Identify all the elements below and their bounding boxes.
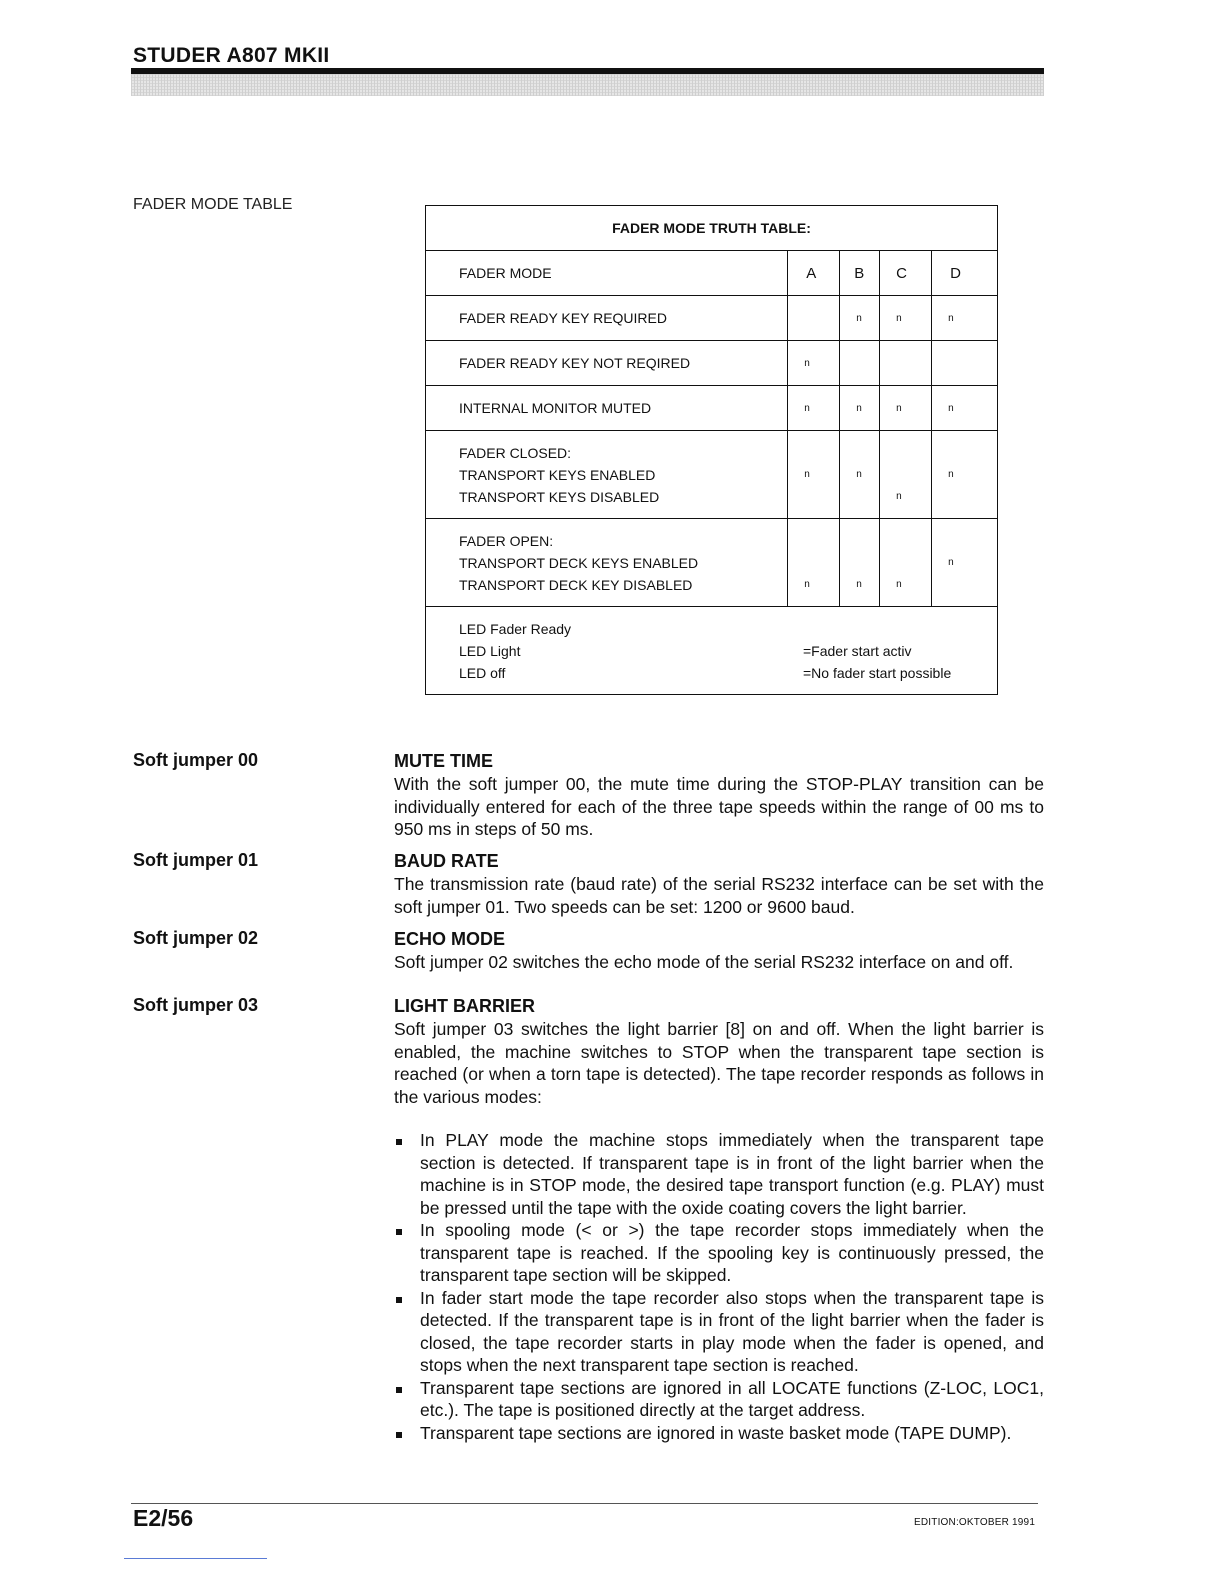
led-light-description: =Fader start activ xyxy=(803,642,912,659)
cell-group xyxy=(788,519,840,607)
mute-time-text: With the soft jumper 00, the mute time during the STOP-PLAY transition can be individually entered for each of the three tape speeds within the range of 00 ms to 950 ms in steps of 50 ms. xyxy=(394,774,1044,839)
led-off-label: LED off xyxy=(459,664,506,681)
truth-table-title: FADER MODE TRUTH TABLE: xyxy=(426,206,998,251)
closed-keys-disabled-label: TRANSPORT KEYS DISABLED xyxy=(459,488,660,505)
echo-mode-section xyxy=(394,927,1044,974)
baud-rate-heading: BAUD RATE xyxy=(394,851,499,871)
closed-keys-enabled-label: TRANSPORT KEYS ENABLED xyxy=(459,466,656,483)
list-item: In fader start mode the tape recorder also stops when the transparent tape is detected. If the transparent tape is in front of the light barrier when the fader is closed, the tape recorder starts in play mode when the fader is opened, and stops when the next transparent tape section is reached. xyxy=(394,1287,1044,1377)
cell-group xyxy=(880,431,932,519)
cell-group xyxy=(932,431,998,519)
list-item: Transparent tape sections are ignored in waste basket mode (TAPE DUMP). xyxy=(394,1422,1044,1445)
light-barrier-heading: LIGHT BARRIER xyxy=(394,996,535,1016)
cell-mark: n xyxy=(880,386,932,431)
fader-mode-table-label: FADER MODE TABLE xyxy=(133,196,293,213)
cell-group xyxy=(880,519,932,607)
header-stipple-band xyxy=(131,74,1044,96)
soft-jumper-02-label: Soft jumper 02 xyxy=(133,928,259,948)
cell-empty xyxy=(932,341,998,386)
cell-mark: n xyxy=(896,578,902,590)
list-item: In spooling mode (< or >) the tape recorder stops immediately when the transparent tape is reached. If the spooling key is continuously pressed, the transparent tape section will be skipped. xyxy=(394,1219,1044,1287)
mute-time-heading: MUTE TIME xyxy=(394,751,493,771)
cell-group xyxy=(932,519,998,607)
mute-time-section xyxy=(394,749,1044,841)
cell-mark: n xyxy=(804,578,810,590)
fader-mode-truth-table xyxy=(425,205,998,695)
cell-mark: n xyxy=(788,386,840,431)
cell-mark: n xyxy=(948,468,954,480)
column-d-header: D xyxy=(932,251,998,296)
cell-mark: n xyxy=(932,296,998,341)
led-legend xyxy=(426,607,998,695)
led-legend-title: LED Fader Ready xyxy=(459,620,572,637)
cell-mark: n xyxy=(896,490,902,502)
footer-link-underline xyxy=(124,1558,267,1559)
cell-mark: n xyxy=(856,468,862,480)
cell-mark: n xyxy=(948,556,954,568)
cell-mark: n xyxy=(932,386,998,431)
list-item: In PLAY mode the machine stops immediately when the transparent tape section is detected. If transparent tape is in front of the light barrier when the machine is in STOP mode, the desired tape transport function (e.g. PLAY) must be pressed until the tape with the oxide coating covers the light barrier. xyxy=(394,1129,1044,1219)
row-monitor-muted-label: INTERNAL MONITOR MUTED xyxy=(426,386,788,431)
cell-empty xyxy=(880,341,932,386)
soft-jumper-00-label: Soft jumper 00 xyxy=(133,750,259,770)
row-ready-required-label: FADER READY KEY REQUIRED xyxy=(426,296,788,341)
baud-rate-section xyxy=(394,849,1044,918)
row-fader-closed xyxy=(426,431,788,519)
column-a-header: A xyxy=(788,251,840,296)
cell-group xyxy=(788,431,840,519)
cell-group xyxy=(840,431,880,519)
cell-empty xyxy=(840,341,880,386)
fader-closed-title: FADER CLOSED: xyxy=(459,444,572,461)
cell-mark: n xyxy=(840,386,880,431)
light-barrier-text: Soft jumper 03 switches the light barrier [8] on and off. When the light barrier is enabled, the machine switches to STOP when the transparent tape section is reached (or when a torn tape is detected). The tape recorder responds as follows in the various modes: xyxy=(394,1019,1044,1107)
column-b-header: B xyxy=(840,251,880,296)
fader-mode-label: FADER MODE xyxy=(426,251,788,296)
cell-mark: n xyxy=(880,296,932,341)
fader-open-title: FADER OPEN: xyxy=(459,532,554,549)
light-barrier-bullet-list xyxy=(394,1129,1044,1444)
cell-mark: n xyxy=(804,468,810,480)
cell-mark: n xyxy=(856,578,862,590)
column-c-header: C xyxy=(880,251,932,296)
list-item: Transparent tape sections are ignored in all LOCATE functions (Z-LOC, LOC1, etc.). The tape is positioned directly at the target address. xyxy=(394,1377,1044,1422)
row-ready-not-required-label: FADER READY KEY NOT REQIRED xyxy=(426,341,788,386)
cell-mark: n xyxy=(840,296,880,341)
edition-note: EDITION:OKTOBER 1991 xyxy=(914,1517,1036,1528)
document-title: STUDER A807 MKII xyxy=(133,44,330,67)
led-off-description: =No fader start possible xyxy=(803,664,952,681)
footer-rule xyxy=(131,1503,1038,1504)
cell-empty xyxy=(788,296,840,341)
soft-jumper-01-label: Soft jumper 01 xyxy=(133,850,259,870)
light-barrier-section xyxy=(394,994,1044,1108)
baud-rate-text: The transmission rate (baud rate) of the serial RS232 interface can be set with the soft jumper 01. Two speeds can be set: 1200 or 9600 baud. xyxy=(394,874,1044,917)
page-number: E2/56 xyxy=(133,1505,194,1531)
row-fader-open xyxy=(426,519,788,607)
echo-mode-heading: ECHO MODE xyxy=(394,929,506,949)
open-keys-enabled-label: TRANSPORT DECK KEYS ENABLED xyxy=(459,554,699,571)
cell-group xyxy=(840,519,880,607)
open-keys-disabled-label: TRANSPORT DECK KEY DISABLED xyxy=(459,576,693,593)
cell-mark: n xyxy=(788,341,840,386)
soft-jumper-03-label: Soft jumper 03 xyxy=(133,995,259,1015)
led-light-label: LED Light xyxy=(459,642,521,659)
echo-mode-text: Soft jumper 02 switches the echo mode of the serial RS232 interface on and off. xyxy=(394,952,1014,972)
